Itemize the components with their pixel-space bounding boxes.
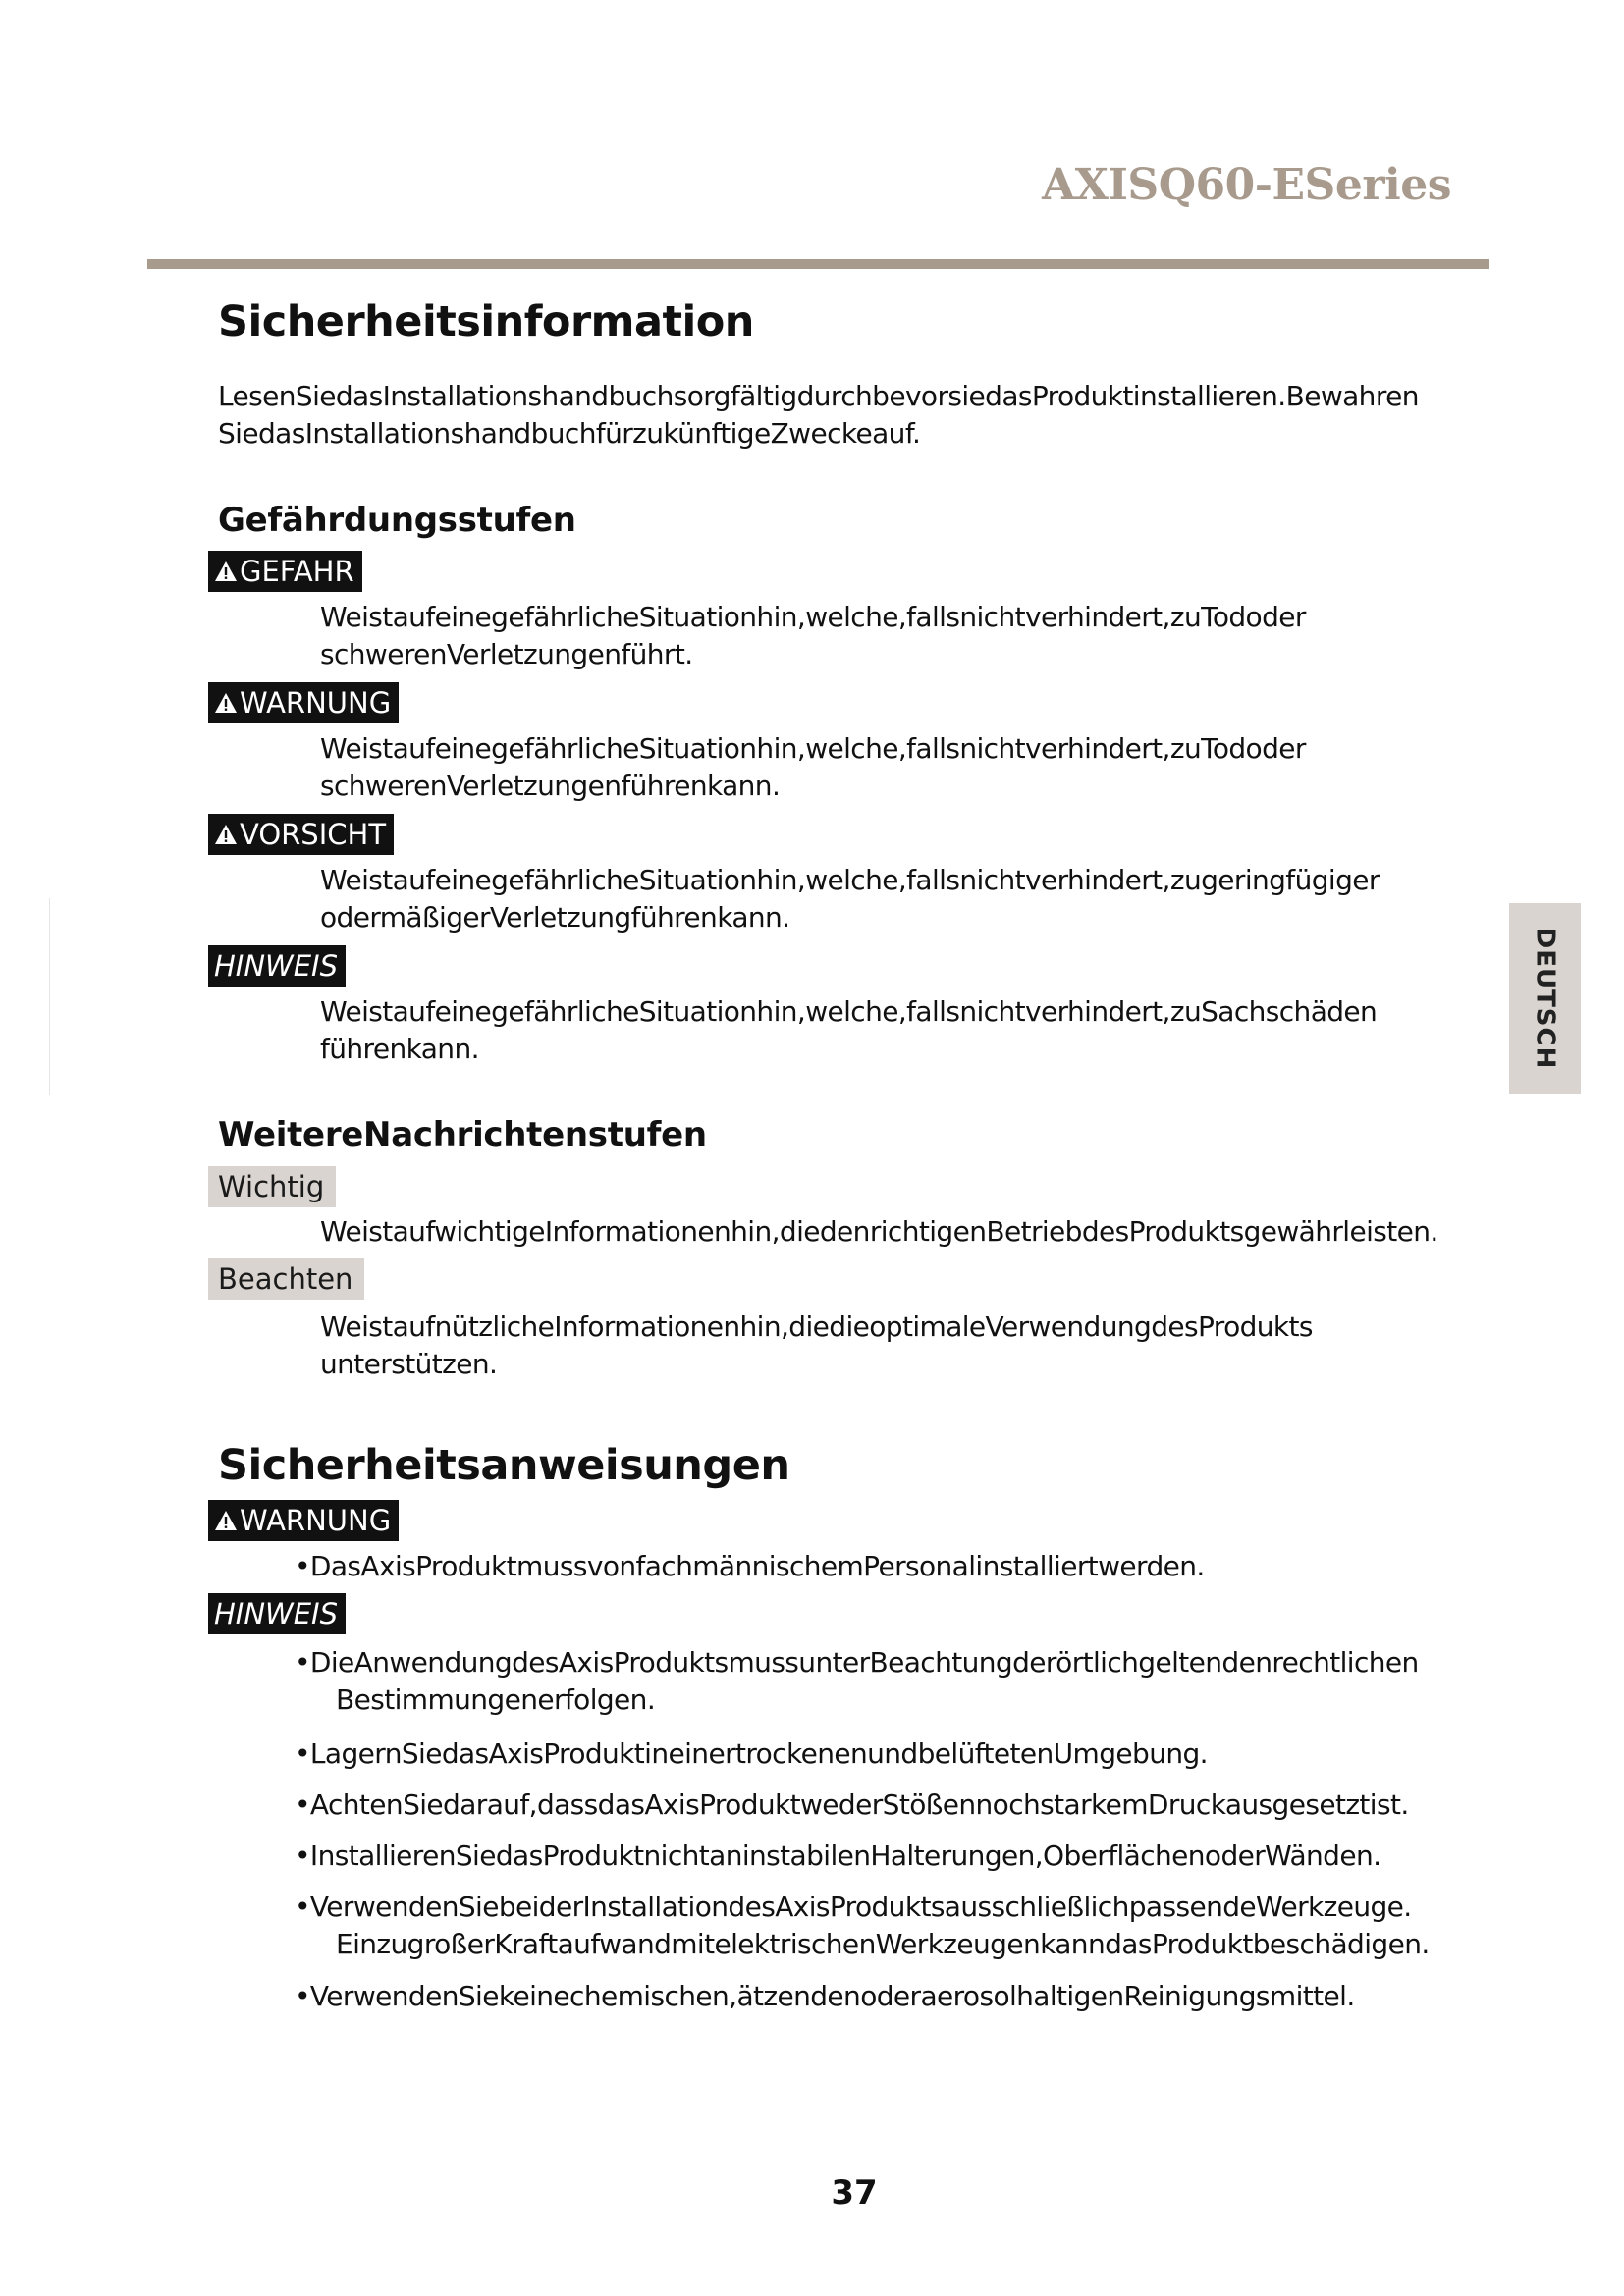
badge-label: VORSICHT [240, 818, 387, 851]
list-item [295, 1978, 1355, 2015]
warning-triangle-icon [214, 824, 238, 845]
badge-label: WARNUNG [240, 1504, 392, 1537]
list-item [295, 1838, 1380, 1875]
description-line: WeistaufwichtigeInformationenhin,diedenrichtigenBetriebdesProduktsgewährleisten. [320, 1215, 1438, 1248]
vorsicht-description [320, 862, 1380, 936]
warning-triangle-icon [214, 1510, 238, 1531]
list-item: •DasAxisProduktmussvonfachmännischemPersonalinstalliertwerden. [295, 1550, 1205, 1582]
warning-triangle-icon [214, 561, 238, 582]
badge-label: WARNUNG [240, 686, 392, 720]
badge-label: HINWEIS [214, 1597, 339, 1630]
hinweis-description [320, 993, 1377, 1068]
badge-label: Wichtig [218, 1170, 325, 1203]
list-item [295, 1644, 1419, 1719]
list-item [295, 1735, 1208, 1773]
badge-warnung [208, 682, 399, 723]
badge-hinweis [208, 945, 346, 987]
badge-vorsicht [208, 814, 394, 855]
language-side-tab [1509, 903, 1581, 1094]
warning-triangle-icon [214, 692, 238, 714]
gefahr-description [320, 599, 1306, 673]
list-item-continuation: Bestimmungenerfolgen. [336, 1683, 656, 1716]
list-item [295, 1889, 1430, 1963]
warnung-description [320, 730, 1306, 805]
description-line: schwerenVerletzungenführenkann. [320, 770, 781, 802]
subheading-other-levels: WeitereNachrichtenstufen [218, 1115, 707, 1154]
list-item-text: •LagernSiedasAxisProduktineinertrockenenundbelüftetenUmgebung. [295, 1737, 1208, 1770]
wichtig-description [320, 1213, 1438, 1251]
header-rule [147, 259, 1489, 269]
badge-hinweis-instructions [208, 1593, 346, 1634]
intro-line: SiedasInstallationshandbuchfürzukünftigeZweckeauf. [218, 417, 921, 450]
document-header-title: AXISQ60-ESeries [1042, 160, 1451, 210]
badge-gefahr [208, 551, 362, 592]
badge-label: Beachten [218, 1262, 353, 1296]
badge-wichtig [208, 1166, 336, 1207]
badge-warnung-instructions [208, 1500, 399, 1541]
page-number: 37 [831, 2173, 878, 2213]
subheading-hazard-levels: Gefährdungsstufen [218, 501, 576, 540]
description-line: WeistaufnützlicheInformationenhin,diedieoptimaleVerwendungdesProdukts [320, 1310, 1313, 1343]
section-heading-safety-instructions: Sicherheitsanweisungen [218, 1441, 790, 1490]
intro-paragraph [218, 378, 1419, 453]
description-line: odermäßigerVerletzungführenkann. [320, 901, 790, 934]
list-item-text: •VerwendenSiekeinechemischen,ätzendenoderaerosolhaltigenReinigungsmittel. [295, 1980, 1355, 2012]
list-item-text: •DieAnwendungdesAxisProduktsmussunterBeachtungderörtlichgeltendenrechtlichen [295, 1646, 1419, 1679]
description-line: WeistaufeinegefährlicheSituationhin,welche,fallsnichtverhindert,zuTododer [320, 732, 1306, 765]
list-item-text: •AchtenSiedarauf,dassdasAxisProduktwederStößennochstarkemDruckausgesetztist. [295, 1789, 1409, 1821]
description-line: unterstützen. [320, 1348, 498, 1380]
description-line: schwerenVerletzungenführt. [320, 638, 693, 670]
intro-line: LesenSiedasInstallationshandbuchsorgfältigdurchbevorsiedasProduktinstallieren.Bewahren [218, 380, 1419, 412]
list-item-text: •InstallierenSiedasProduktnichtaninstabilenHalterungen,OberflächenoderWänden. [295, 1840, 1381, 1872]
badge-label: HINWEIS [214, 949, 339, 983]
description-line: WeistaufeinegefährlicheSituationhin,welche,fallsnichtverhindert,zuSachschäden [320, 995, 1378, 1028]
badge-label: GEFAHR [240, 555, 354, 588]
list-item-continuation: EinzugroßerKraftaufwandmitelektrischenWerkzeugenkanndasProduktbeschädigen. [336, 1928, 1430, 1960]
description-line: WeistaufeinegefährlicheSituationhin,welche,fallsnichtverhindert,zuTododer [320, 601, 1306, 633]
badge-beachten [208, 1258, 364, 1300]
list-item [295, 1787, 1409, 1824]
section-heading-safety-information: Sicherheitsinformation [218, 297, 754, 347]
description-line: WeistaufeinegefährlicheSituationhin,welche,fallsnichtverhindert,zugeringfügiger [320, 864, 1380, 896]
list-item-text: •VerwendenSiebeiderInstallationdesAxisProduktsausschließlichpassendeWerkzeuge. [295, 1891, 1412, 1923]
language-tab-label: DEUTSCH [1530, 927, 1560, 1070]
description-line: führenkann. [320, 1033, 479, 1065]
margin-line [49, 898, 50, 1095]
beachten-description [320, 1308, 1313, 1383]
